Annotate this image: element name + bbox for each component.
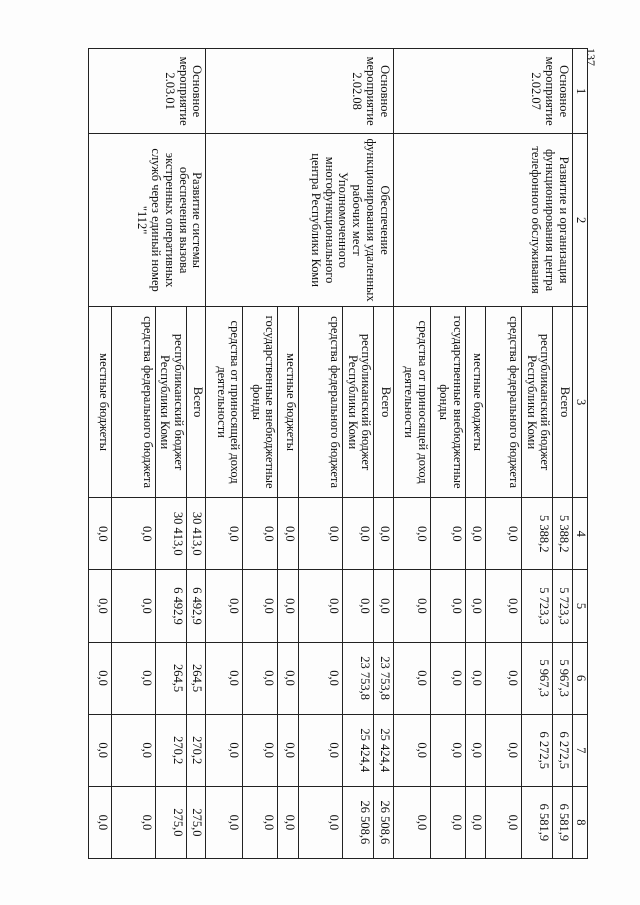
amount-cell: 0,0 — [486, 714, 522, 786]
page-number: 137 — [584, 48, 598, 66]
amount-cell: 6 272,5 — [522, 714, 553, 786]
funding-source-cell: местные бюджеты — [465, 306, 486, 497]
amount-cell: 0,0 — [374, 498, 393, 570]
amount-cell: 0,0 — [465, 714, 486, 786]
header-cell: 1 — [572, 49, 587, 134]
amount-cell: 0,0 — [278, 498, 299, 570]
header-cell: 3 — [572, 306, 587, 497]
amount-cell: 23 753,8 — [343, 642, 374, 714]
amount-cell: 5 967,3 — [522, 642, 553, 714]
header-cell: 8 — [572, 786, 587, 858]
funding-source-cell: средства от приносящей доход деятельности — [206, 306, 243, 497]
budget-table — [88, 48, 588, 859]
amount-cell: 0,0 — [486, 498, 522, 570]
amount-cell: 0,0 — [243, 786, 278, 858]
amount-cell: 0,0 — [393, 570, 430, 642]
amount-cell: 0,0 — [343, 570, 374, 642]
amount-cell: 270,2 — [155, 714, 186, 786]
amount-cell: 30 413,0 — [155, 498, 186, 570]
amount-cell: 0,0 — [430, 570, 465, 642]
amount-cell: 0,0 — [393, 786, 430, 858]
amount-cell: 0,0 — [430, 786, 465, 858]
table-row — [553, 49, 572, 859]
amount-cell: 26 508,6 — [374, 786, 393, 858]
amount-cell: 0,0 — [486, 570, 522, 642]
amount-cell: 6 492,9 — [187, 570, 206, 642]
funding-source-cell: государственные внебюджетные фонды — [243, 306, 278, 497]
amount-cell: 5 967,3 — [553, 642, 572, 714]
amount-cell: 0,0 — [111, 714, 155, 786]
header-cell: 6 — [572, 642, 587, 714]
amount-cell: 0,0 — [206, 498, 243, 570]
amount-cell: 26 508,6 — [343, 786, 374, 858]
amount-cell: 0,0 — [430, 714, 465, 786]
amount-cell: 0,0 — [298, 642, 342, 714]
amount-cell: 6 581,9 — [522, 786, 553, 858]
amount-cell: 0,0 — [278, 786, 299, 858]
funding-source-cell: государственные внебюджетные фонды — [430, 306, 465, 497]
amount-cell: 0,0 — [243, 570, 278, 642]
amount-cell: 0,0 — [243, 498, 278, 570]
funding-source-cell: местные бюджеты — [89, 306, 112, 497]
amount-cell: 5 723,3 — [522, 570, 553, 642]
budget-table-body — [89, 49, 588, 859]
amount-cell: 0,0 — [298, 714, 342, 786]
amount-cell: 0,0 — [89, 714, 112, 786]
amount-cell: 0,0 — [343, 498, 374, 570]
amount-cell: 0,0 — [206, 786, 243, 858]
funding-source-cell: Всего — [553, 306, 572, 497]
header-cell: 5 — [572, 570, 587, 642]
amount-cell: 0,0 — [486, 786, 522, 858]
amount-cell: 0,0 — [465, 498, 486, 570]
amount-cell: 0,0 — [206, 642, 243, 714]
amount-cell: 5 388,2 — [553, 498, 572, 570]
amount-cell: 0,0 — [430, 498, 465, 570]
amount-cell: 264,5 — [187, 642, 206, 714]
amount-cell: 0,0 — [430, 642, 465, 714]
amount-cell: 275,0 — [187, 786, 206, 858]
amount-cell: 0,0 — [393, 498, 430, 570]
amount-cell: 0,0 — [89, 786, 112, 858]
activity-code-cell: Основное мероприятие 2.03.01 — [89, 49, 206, 134]
amount-cell: 6 272,5 — [553, 714, 572, 786]
amount-cell: 25 424,4 — [374, 714, 393, 786]
activity-code-cell: Основное мероприятие 2.02.08 — [206, 49, 393, 134]
activity-description-cell: Развитие системы обеспечения вызова экстренных оперативных служб через единый номер "112" — [89, 134, 206, 307]
header-cell: 7 — [572, 714, 587, 786]
funding-source-cell: республиканский бюджет Республики Коми — [522, 306, 553, 497]
activity-description-cell: Обеспечение функционирования удаленных рабочих мест Уполномоченного многофункционального центра Республики Коми — [206, 134, 393, 307]
amount-cell: 0,0 — [298, 498, 342, 570]
amount-cell: 0,0 — [89, 570, 112, 642]
amount-cell: 0,0 — [111, 642, 155, 714]
amount-cell: 0,0 — [111, 570, 155, 642]
funding-source-cell: средства от приносящей доход деятельности — [393, 306, 430, 497]
amount-cell: 0,0 — [206, 570, 243, 642]
amount-cell: 270,2 — [187, 714, 206, 786]
budget-table-sheet — [88, 48, 588, 859]
amount-cell: 0,0 — [465, 642, 486, 714]
funding-source-cell: республиканский бюджет Республики Коми — [155, 306, 186, 497]
table-row — [187, 49, 206, 859]
header-cell: 2 — [572, 134, 587, 307]
amount-cell: 5 723,3 — [553, 570, 572, 642]
amount-cell: 0,0 — [393, 642, 430, 714]
amount-cell: 0,0 — [206, 714, 243, 786]
header-cell: 4 — [572, 498, 587, 570]
table-row — [374, 49, 393, 859]
amount-cell: 0,0 — [465, 570, 486, 642]
amount-cell: 0,0 — [278, 642, 299, 714]
funding-source-cell: средства федерального бюджета — [486, 306, 522, 497]
amount-cell: 0,0 — [243, 642, 278, 714]
amount-cell: 6 581,9 — [553, 786, 572, 858]
amount-cell: 0,0 — [89, 498, 112, 570]
amount-cell: 0,0 — [111, 786, 155, 858]
amount-cell: 0,0 — [111, 498, 155, 570]
activity-description-cell: Развитие и организация функционирования центра телефонного обслуживания — [393, 134, 572, 307]
amount-cell: 0,0 — [243, 714, 278, 786]
amount-cell: 6 492,9 — [155, 570, 186, 642]
amount-cell: 0,0 — [465, 786, 486, 858]
funding-source-cell: местные бюджеты — [278, 306, 299, 497]
amount-cell: 264,5 — [155, 642, 186, 714]
amount-cell: 0,0 — [393, 714, 430, 786]
funding-source-cell: Всего — [374, 306, 393, 497]
amount-cell: 5 388,2 — [522, 498, 553, 570]
funding-source-cell: средства федерального бюджета — [111, 306, 155, 497]
funding-source-cell: средства федерального бюджета — [298, 306, 342, 497]
amount-cell: 0,0 — [89, 642, 112, 714]
amount-cell: 30 413,0 — [187, 498, 206, 570]
funding-source-cell: республиканский бюджет Республики Коми — [343, 306, 374, 497]
funding-source-cell: Всего — [187, 306, 206, 497]
amount-cell: 0,0 — [278, 570, 299, 642]
header-row — [572, 49, 587, 859]
amount-cell: 0,0 — [278, 714, 299, 786]
amount-cell: 0,0 — [374, 570, 393, 642]
amount-cell: 0,0 — [486, 642, 522, 714]
amount-cell: 0,0 — [298, 570, 342, 642]
amount-cell: 25 424,4 — [343, 714, 374, 786]
amount-cell: 275,0 — [155, 786, 186, 858]
amount-cell: 23 753,8 — [374, 642, 393, 714]
activity-code-cell: Основное мероприятие 2.02.07 — [393, 49, 572, 134]
amount-cell: 0,0 — [298, 786, 342, 858]
